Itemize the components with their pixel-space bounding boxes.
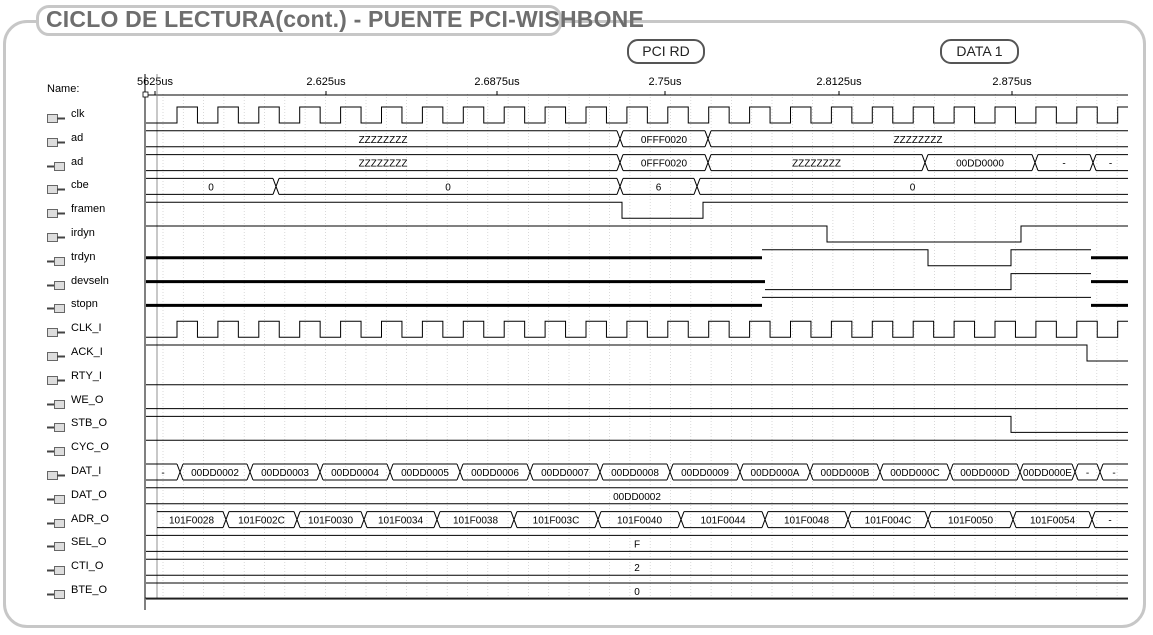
bus-value: ZZZZZZZZ [792, 158, 841, 170]
digital-wave [146, 416, 1128, 432]
bus-transition [694, 178, 700, 194]
bus-value: 101F003C [532, 515, 580, 527]
signal-name: ADR_O [71, 512, 109, 525]
bus-transition [1010, 512, 1016, 528]
signal-name: irdyn [71, 227, 95, 239]
bus-transition [1089, 512, 1095, 528]
bus-transition [947, 464, 953, 480]
bus-value: 101F0044 [700, 515, 746, 527]
bus-transition [762, 512, 768, 528]
bus-value: 0 [445, 182, 451, 194]
signal-name: framen [71, 203, 106, 216]
bus-transition [845, 512, 851, 528]
marker-pci-rd-label: PCI RD [642, 43, 690, 59]
signal-name: SEL_O [71, 536, 107, 549]
bus-transition [223, 512, 229, 528]
signal-name: CLK_I [71, 322, 102, 335]
bus-transition [511, 512, 517, 528]
bus-value: 00DD0004 [331, 468, 379, 479]
bus-value: 6 [655, 182, 662, 194]
bus-transition [705, 155, 711, 171]
bus-transition [294, 512, 300, 528]
bus-value: 00DD000C [890, 468, 940, 479]
bus-value: - [1108, 515, 1112, 527]
bus-value: 101F0040 [616, 515, 663, 527]
cursor-handle [143, 92, 148, 97]
bus-transition [617, 131, 623, 147]
tick-label: 2.8125us [816, 76, 862, 88]
bus-value: 00DD0003 [261, 468, 309, 479]
bus-value: - [1085, 468, 1090, 479]
bus-value: ZZZZZZZZ [358, 134, 408, 146]
tick-label: 2.625us [306, 76, 346, 88]
signal-name: ad [71, 155, 84, 168]
digital-wave [765, 274, 1091, 290]
bus-transition [678, 512, 684, 528]
tick-label: 2.875us [992, 76, 1032, 88]
bus-transition [597, 464, 603, 480]
bus-value: 00DD000D [960, 468, 1010, 479]
signal-name: clk [71, 108, 85, 120]
signal-name: CYC_O [71, 441, 109, 454]
bus-value: 101F0034 [377, 515, 424, 527]
bus-value: 00DD0005 [401, 468, 449, 479]
signal-name: CTI_O [71, 560, 104, 573]
bus-value: 101F0028 [168, 515, 215, 527]
bus-value: 0 [208, 182, 214, 194]
bus-transition [1072, 464, 1078, 480]
bus-value: - [1112, 468, 1116, 479]
bus-value: 2 [634, 563, 640, 575]
bus-value: 00DD000E [1023, 468, 1072, 479]
signal-name: stopn [71, 298, 98, 311]
digital-wave [146, 202, 1128, 218]
marker-data1-label: DATA 1 [956, 43, 1003, 59]
bus-transition [434, 512, 440, 528]
bus-value: 0FFF0020 [640, 158, 688, 170]
bus-transition [1090, 155, 1096, 171]
bus-transition [877, 464, 883, 480]
bus-transition [317, 464, 323, 480]
bus-value: 0 [634, 587, 640, 598]
bus-transition [922, 155, 928, 171]
signal-name: BTE_O [71, 584, 108, 596]
bus-transition [1097, 464, 1103, 480]
digital-wave [146, 345, 1128, 361]
bus-transition [1032, 155, 1038, 171]
bus-value: 0 [909, 182, 916, 194]
bus-transition [667, 464, 673, 480]
clock-wave [146, 321, 1128, 337]
bus-value: 101F002C [238, 515, 285, 527]
bus-value: 101F0048 [783, 515, 830, 527]
signal-name: trdyn [71, 250, 96, 263]
bus-transition [387, 464, 393, 480]
bus-transition [457, 464, 463, 480]
bus-value: 00DD0002 [613, 491, 661, 503]
bus-value: 101F0054 [1029, 515, 1076, 527]
bus-value: 00DD0008 [611, 468, 659, 479]
signal-name: ACK_I [71, 346, 103, 358]
signal-name: STB_O [71, 417, 108, 430]
bus-transition [705, 131, 711, 147]
bus-value: 101F0030 [307, 515, 354, 527]
bus-transition [617, 178, 623, 194]
bus-transition [807, 464, 813, 480]
bus-value: F [633, 539, 641, 551]
bus-value: 00DD0009 [681, 468, 729, 479]
bus-transition [527, 464, 533, 480]
signal-name: WE_O [71, 393, 104, 406]
signal-name: DAT_I [71, 465, 102, 477]
bus-value: - [1108, 158, 1113, 170]
bus-value: - [161, 468, 165, 479]
bus-value: 00DD0000 [956, 158, 1004, 170]
digital-wave [146, 226, 1128, 242]
bus-value: 00DD000A [750, 468, 800, 479]
bus-value: ZZZZZZZZ [893, 134, 943, 146]
bus-value: 101F004C [864, 515, 912, 527]
signal-name: ad [71, 131, 84, 144]
signal-name: devseln [71, 274, 109, 287]
bus-value: 00DD0007 [541, 468, 589, 479]
bus-value: 00DD000B [820, 468, 870, 479]
bus-value: ZZZZZZZZ [358, 158, 408, 170]
page-title: CICLO DE LECTURA(cont.) - PUENTE PCI-WISHBONE [46, 6, 645, 32]
name-column-header: Name: [47, 83, 80, 95]
bus-value: 00DD0006 [471, 468, 519, 479]
bus-value: 0FFF0020 [640, 134, 688, 146]
signal-name: cbe [71, 179, 89, 192]
bus-transition [177, 464, 183, 480]
bus-transition [247, 464, 253, 480]
bus-transition [273, 178, 279, 194]
bus-value: 101F0050 [947, 515, 994, 527]
bus-transition [595, 512, 601, 528]
bus-value: - [1062, 158, 1066, 170]
tick-label: 2.6875us [474, 76, 520, 88]
signal-name: DAT_O [71, 488, 107, 501]
bus-transition [361, 512, 367, 528]
tick-label: 2.75us [648, 76, 682, 88]
signal-name: RTY_I [71, 369, 102, 382]
tick-label: 5625us [136, 76, 174, 88]
bus-value: 101F0038 [452, 515, 499, 527]
digital-wave [762, 250, 1091, 266]
clock-wave [146, 107, 1128, 123]
bus-transition [925, 512, 931, 528]
bus-transition [617, 155, 623, 171]
bus-value: 00DD0002 [191, 468, 239, 479]
bus-transition [737, 464, 743, 480]
